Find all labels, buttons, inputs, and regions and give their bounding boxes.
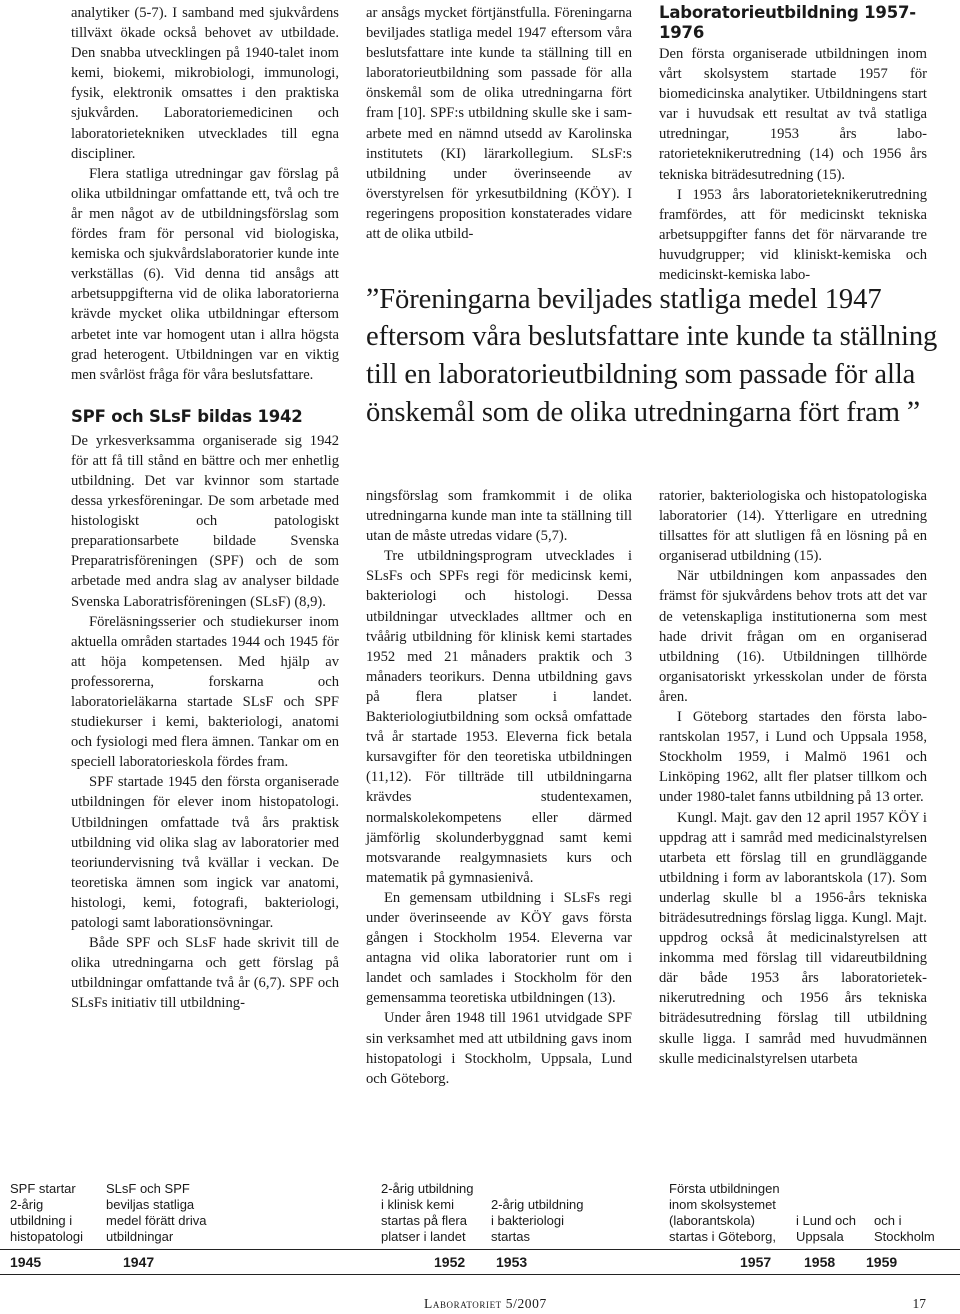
paragraph: analytiker (5-7). I samband med sjukvårdens tillväxt ökade också behovet av utbildade. Den snabba utvecklingen på 1940-talet inom kemi, biokemi, mikrobiologi, immunologi, fysik, elektronik omsattes i den praktiska sjukvården. Laboratoriemedicinen och laboratorietekniken utvecklades till egna discipliner.: [71, 5, 339, 162]
paragraph: Kungl. Majt. gav den 12 april 1957 KÖY i uppdrag att i samråd med medicinalstyrelsen utarbeta ett förslag till en grundläggande utbildning i form av laborantskola (17). Som underlag skulle bl a 1956-års tekniska biträdesutrednings förslag ligga. Kungl. Majt. uppdrog också åt medicinalstyrelsen att inkomma med förslag till vidareutbildning där både 1953 års laboratorieteknikerutredning och 1956 års tekniska biträdesutredning förslag till utbildning skulle ligga. I samråd med huvudmännen skulle medicinalstyrelsen utarbeta: [659, 809, 927, 1067]
column-4: [366, 486, 632, 1089]
paragraph: Flera statliga utredningar gav förslag på olika utbildningar omfattande ett, två och tre år men något av de utbildningsförslag som fördes fram för personal vid biologiska, kemiska och sjukvårdslaboratorier kunde inte verkställas (6). Vid denna tid ansågs att arbetsuppgifterna vid de olika laboratorierna krävde mycket olika utbildningar eftersom arbetet inte var homogent utan i allra högsta grad heterogent. Utbildningen var en viktig men svårlöst fråga för våra beslutsfattare.: [71, 165, 339, 383]
pull-quote: [366, 280, 960, 432]
paragraph: I 1953 års laboratorieteknikerutredning framfördes, att för medicinskt tekniska arbetsuppgifter fanns det för närvarande tre huvudgrupper; vid kliniskt-kemiska och medicinskt-kemiska labo-: [659, 186, 927, 284]
pull-quote-text: Föreningarna beviljades statliga medel 1947 eftersom våra beslutsfattare inte kunde ta ställning till en laboratorieutbildning som passade för alla önskemål som de olika utredningarna fört fram: [366, 284, 938, 429]
timeline-event-text: Första utbildningen inom skolsystemet (laborantskola) startas i Göteborg,: [669, 1181, 780, 1244]
page-footer: [0, 1296, 960, 1314]
paragraph: I Göteborg startades den första laborantskolan 1957, i Lund och Uppsala 1958, Stockholm 1959, i Malmö 1961 och Linköping 1962, allt fler platser tillkom och under 1980-talet fanns utbildning på 13 orter.: [659, 709, 927, 806]
paragraph: En gemensam utbildning i SLsFs regi under överinseende av KÖY gavs första gången i Stockholm 1954. Eleverna var antagna vid olika laboratorier runt om i landet och samlades i Stockholm för den gemensamma teoretiska utbildningen (13).: [366, 889, 632, 1007]
timeline-year: 1959: [866, 1254, 898, 1270]
paragraph: ratorier, bakteriologiska och histopatologiska laboratorier (14). Ytterligare en utredning tillsattes för att slutligen få en lösning på en organiserad utbildning (15).: [659, 488, 927, 565]
paragraph: Under åren 1948 till 1961 utvidgade SPF sin verksamhet med att utbildning gavs inom histopatologi i Stockholm, Uppsala, Lund och Göteborg.: [366, 1010, 632, 1087]
column-1: [71, 3, 339, 1014]
timeline-year: 1953: [496, 1254, 528, 1270]
paragraph: När utbildningen kom anpassades den främst för sjukvårdens behov trots att det var de vetenskapliga institutionerna som mest hade drivit frågan om en organiserad utbildning (16). Utbildningen tillhörde organisatoriskt yrkesskolan under de första åren.: [659, 568, 927, 705]
close-quote-mark: ”: [906, 395, 921, 429]
timeline-year: 1958: [804, 1254, 836, 1270]
paragraph: SPF startade 1945 den första organiserade utbildningen för elever inom histopatologi. Utbildningen omfattade två års praktisk utbildning vid olika slag av laboratorier med teoriundervisning två kvällar i veckan. De teoretiska ämnen som ingick var anatomi, histologi, kemi, fotografi, bakteriologi, patologi samt laborationsövningar.: [71, 774, 339, 932]
timeline-year: 1945: [10, 1254, 42, 1270]
paragraph: Både SPF och SLsF hade skrivit till de olika utredningarna och gett förslag på utbildningar omfattande två år (6,7). SPF och SLsFs initiativ till utbildning-: [71, 935, 339, 1012]
paragraph: ar ansågs mycket förtjänstfulla. Föreningarna beviljades statliga medel 1947 eftersom våra beslutsfattare inte kunde ta ställning till en laboratorieutbildning som passade för alla önskemål som de olika utredningarna fört fram [10]. SPF:s utbildning skulle ske i samarbete med en nämnd utsedd av Karolinska institutets (KI) lärarkollegium. SLsF:s utbildning under överinseende av överstyrelsen för yrkesutbildning (KÖY). I regeringens proposition konstaterades vidare att de olika utbild-: [366, 5, 632, 243]
open-quote-mark: ”: [366, 282, 380, 315]
section-heading: SPF och SLsF bildas 1942: [71, 406, 303, 426]
column-5: [659, 486, 927, 1069]
paragraph: Föreläsningsserier och studiekurser inom aktuella områden startades 1944 och 1945 för att höja kompetensen. Med hjälp av professorerna, forskarna och laboratorieläkarna startade SLsF och SPF studiekurser i kemi, bakteriologi, anatomi och fysiologi med flera ämnen. Tankar om en speciell laboratorieskola fördes fram.: [71, 613, 339, 771]
page-number: 17: [912, 1296, 926, 1311]
timeline-event-text: 2-årig utbildning i klinisk kemi startas på flera platser i landet: [381, 1181, 474, 1244]
timeline-event-text: SPF startar 2-årig utbildning i histopatologi: [10, 1181, 83, 1244]
timeline-event-text: SLsF och SPF beviljas statliga medel förätt driva utbildningar: [106, 1181, 207, 1244]
timeline-year: 1952: [434, 1254, 466, 1270]
column-2: [366, 3, 632, 244]
timeline: [0, 1175, 960, 1280]
journal-name: Laboratoriet 5/2007: [424, 1296, 547, 1311]
section-heading: Laboratorieutbildning 1957-1976: [659, 3, 916, 42]
timeline-year: 1957: [740, 1254, 772, 1270]
paragraph: Den första organiserade utbildningen inom vårt skolsystem startade 1957 för biomedicinska analytiker. Utbildningens start var i huvudsak ett resultat av två statliga utredningar, 1953 års laboratorieteknikerutredning (14) och 1956 års tekniska biträdesutredning (15).: [659, 46, 927, 183]
timeline-year-bar: [0, 1249, 960, 1275]
paragraph: De yrkesverksamma organiserade sig 1942 för att få till stånd en bättre och mer enhetlig utbildning. Det var kvinnor som startade dessa yrkesföreningar. De som arbetade med histologiskt och patologiskt preparationsarbete bildade Svenska Preparatrisföreningen (SPF) och de som arbetade med andra slag av analyser bildade Svenska Laboratrisföreningen (SLsF) (8,9).: [71, 432, 339, 610]
timeline-event-text: 2-årig utbildning i bakteriologi startas: [491, 1197, 584, 1244]
column-3: [659, 3, 927, 285]
paragraph: Tre utbildningsprogram utvecklades i SLsFs och SPFs regi för medicinsk kemi, bakteriologi och histologi. Dessa utbildningar utvecklades alltmer och en tvåårig utbildning för klinisk kemi startades 1952 med 21 månaders praktik och 3 månaders teorikurs. Denna utbildning gavs på flera platser i landet. Bakteriologiutbildning som också omfattade två år startade 1953. Eleverna fick betala kursavgifter för den teoretiska utbildningen (11,12). För tillträde till utbildningarna krävdes studentexamen, normalskolekompetens eller därmed jämförlig skolunderbyggnad samt kemi motsvarande realgymnasiets kurs och matematik på gymnasienivå.: [366, 548, 632, 886]
timeline-year: 1947: [123, 1254, 155, 1270]
paragraph: ningsförslag som framkommit i de olika utredningarna kunde man inte ta ställning till utan de måste utredas vidare (5,7).: [366, 488, 632, 545]
timeline-event-text: och i Stockholm: [874, 1213, 935, 1244]
timeline-event-text: i Lund och Uppsala: [796, 1213, 856, 1244]
